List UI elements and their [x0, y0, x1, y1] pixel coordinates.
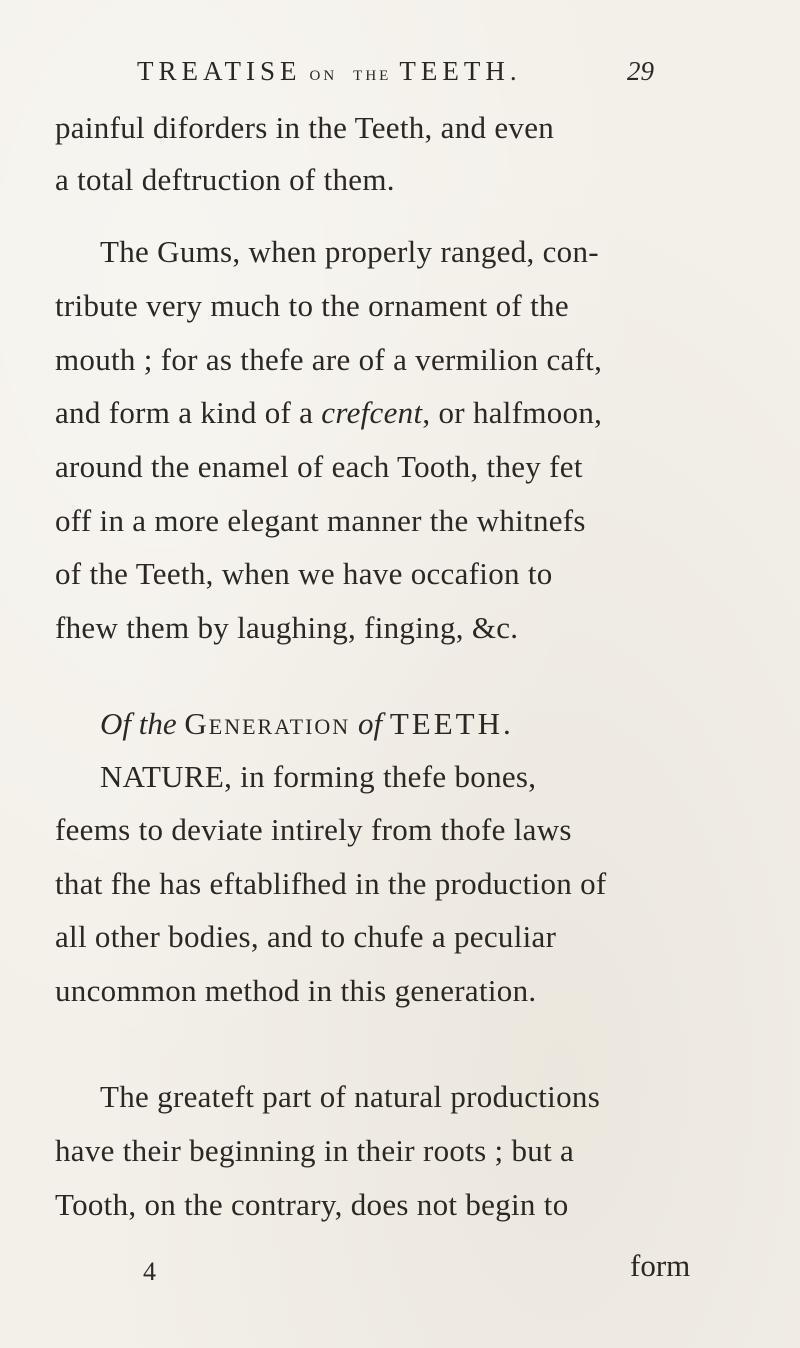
- header-title-on: ON: [309, 68, 338, 84]
- text-line: uncommon method in this generation.: [55, 973, 537, 1008]
- text-line: feems to deviate intirely from thofe laws: [55, 812, 572, 847]
- text-line: painful diforders in the Teeth, and even: [55, 110, 555, 145]
- running-header: [137, 56, 677, 96]
- text-line: tribute very much to the ornament of the: [55, 288, 569, 323]
- text-line: mouth ; for as thefe are of a vermilion caft,: [55, 342, 603, 377]
- text-line: fhew them by laughing, finging, &c.: [55, 610, 519, 645]
- text-line: of the Teeth, when we have occafion to: [55, 556, 553, 591]
- text-segment: and form a kind of a: [55, 395, 314, 430]
- text-line: Tooth, on the contrary, does not begin to: [55, 1187, 569, 1222]
- heading-teeth: TEETH.: [389, 706, 514, 741]
- section-heading: [100, 704, 745, 744]
- text-segment: , or halfmoon,: [422, 395, 603, 430]
- heading-the: the: [138, 706, 177, 741]
- text-line: that fhe has eftablifhed in the production of: [55, 866, 607, 901]
- catchword: form: [630, 1248, 691, 1283]
- text-line: The greateft part of natural productions: [100, 1079, 601, 1114]
- header-title-right: TEETH.: [399, 56, 522, 86]
- text-line: around the enamel of each Tooth, they fet: [55, 449, 583, 484]
- heading-of: Of: [100, 706, 131, 741]
- text-line: have their beginning in their roots ; but a: [55, 1133, 575, 1168]
- signature-mark: 4: [143, 1257, 156, 1286]
- heading-of2: of: [357, 706, 383, 741]
- text-line: The Gums, when properly ranged, con-: [100, 234, 599, 269]
- heading-generation: Generation: [184, 706, 351, 741]
- header-title-left: TREATISE: [137, 56, 302, 86]
- text-line: a total deftruction of them.: [55, 162, 395, 197]
- page-number: 29: [627, 56, 654, 86]
- text-line: NATURE, in forming thefe bones,: [100, 759, 537, 794]
- text-line: off in a more elegant manner the whitnefs: [55, 503, 586, 538]
- header-title-the: THE: [353, 68, 392, 84]
- text-line-with-italic: [55, 393, 745, 433]
- text-line: all other bodies, and to chufe a peculiar: [55, 919, 557, 954]
- italic-word: crefcent: [321, 395, 423, 430]
